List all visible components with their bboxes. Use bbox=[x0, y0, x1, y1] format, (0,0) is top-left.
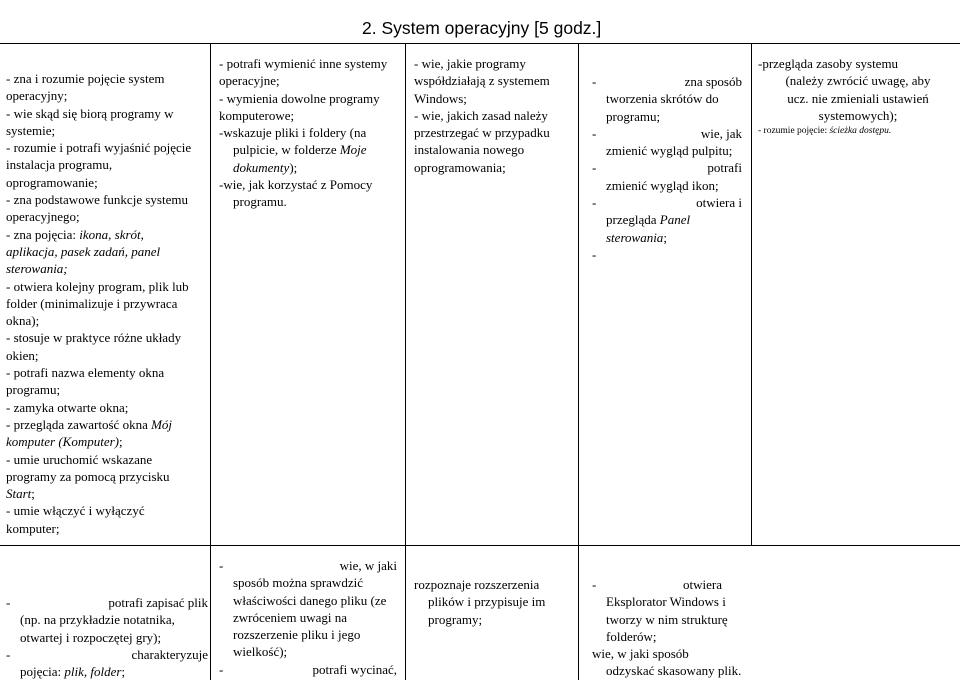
text-line: komputerowe; bbox=[219, 107, 295, 123]
text-segment: - zna pojęcia: bbox=[6, 226, 80, 242]
text-line bbox=[219, 141, 403, 158]
italic-term: ikona, skrót, bbox=[79, 226, 144, 242]
text-line: - zamyka otwarte okna; bbox=[6, 399, 129, 415]
text-line: sposób można sprawdzić bbox=[233, 575, 363, 591]
text-line bbox=[6, 663, 208, 680]
bottom-row-col2-cell bbox=[219, 557, 397, 678]
text-line: zmienić wygląd ikon; bbox=[606, 177, 719, 193]
text-segment: potrafi zapisać plik bbox=[108, 595, 208, 610]
text-segment: ; bbox=[31, 486, 35, 502]
text-segment: ); bbox=[289, 159, 298, 175]
text-line bbox=[592, 194, 742, 211]
text-line bbox=[592, 73, 742, 90]
text-line: - otwiera kolejny program, plik lub bbox=[6, 278, 189, 294]
bullet-dash: - bbox=[592, 195, 597, 211]
text-line bbox=[592, 229, 742, 246]
bottom-row-col1-cell bbox=[6, 594, 208, 680]
italic-term: Panel bbox=[659, 212, 691, 228]
text-line bbox=[6, 433, 208, 450]
text-line bbox=[6, 416, 208, 433]
text-line bbox=[219, 159, 403, 176]
italic-term: ścieżka dostępu. bbox=[829, 126, 892, 137]
text-line bbox=[592, 159, 742, 176]
text-segment: pulpicie, w folderze bbox=[233, 142, 340, 158]
table-top-border bbox=[0, 43, 960, 44]
text-line: - potrafi nazwa elementy okna bbox=[6, 365, 165, 381]
text-line: (np. na przykładzie notatnika, bbox=[20, 612, 175, 628]
text-line bbox=[6, 243, 208, 260]
text-line bbox=[592, 211, 742, 228]
text-line: okien; bbox=[6, 347, 39, 363]
text-segment: - rozumie pojęcie: bbox=[758, 126, 830, 137]
text-line: przestrzegać w przypadku bbox=[414, 125, 550, 141]
bottom-row-col3-cell bbox=[414, 576, 576, 628]
text-line: operacyjne; bbox=[219, 73, 280, 89]
text-line: tworzenia skrótów do bbox=[606, 91, 719, 107]
text-segment: ; bbox=[663, 229, 667, 245]
text-line: instalowania nowego bbox=[414, 142, 525, 158]
text-line: komputer; bbox=[6, 520, 60, 536]
italic-term: sterowania bbox=[606, 229, 664, 245]
text-segment: zna sposób bbox=[684, 74, 742, 89]
bottom-row-divider-2 bbox=[405, 545, 406, 680]
text-line: instalacja programu, bbox=[6, 157, 113, 173]
text-line: Windows; bbox=[414, 90, 467, 106]
text-line: - wie, jakie programy bbox=[414, 56, 526, 71]
top-row-col3-cell bbox=[414, 55, 576, 176]
text-line: rozpoznaje rozszerzenia bbox=[414, 577, 540, 592]
text-line: systemowych); bbox=[818, 107, 898, 123]
text-line: (należy zwrócić uwagę, aby bbox=[785, 73, 931, 89]
text-line bbox=[6, 260, 208, 277]
text-line: - umie uruchomić wskazane bbox=[6, 451, 153, 467]
text-line: folderów; bbox=[606, 628, 657, 644]
bullet-dash: - bbox=[592, 160, 597, 176]
text-segment: przegląda bbox=[606, 212, 660, 228]
italic-term: komputer (Komputer) bbox=[6, 434, 120, 450]
top-row-col1-cell bbox=[6, 70, 208, 537]
text-line: ucz. nie zmieniali ustawień bbox=[787, 90, 929, 106]
text-line: - wymienia dowolne programy bbox=[219, 90, 380, 106]
table-row-separator bbox=[0, 545, 960, 546]
italic-term: Moje bbox=[339, 142, 367, 158]
text-line: programy; bbox=[428, 611, 483, 627]
italic-term: dokumenty bbox=[233, 159, 290, 175]
text-segment: potrafi bbox=[707, 160, 742, 176]
text-line: wielkość); bbox=[233, 644, 288, 660]
text-line: plików i przypisuje im bbox=[428, 594, 546, 610]
text-line bbox=[219, 661, 397, 678]
text-line: programu. bbox=[233, 194, 287, 210]
text-line bbox=[6, 485, 208, 502]
text-segment: pojęcia: bbox=[20, 664, 65, 680]
text-line: - rozumie i potrafi wyjaśnić pojęcie bbox=[6, 140, 192, 156]
text-line: -przegląda zasoby systemu bbox=[758, 56, 899, 71]
top-row-divider-2 bbox=[405, 43, 406, 546]
text-line: wie, w jaki sposób bbox=[592, 646, 689, 662]
bottom-row-divider-3 bbox=[578, 545, 579, 680]
text-line bbox=[6, 594, 208, 611]
bullet-dash: - bbox=[219, 661, 224, 677]
text-line: odzyskać skasowany plik. bbox=[606, 663, 742, 679]
bullet-dash: - bbox=[592, 125, 597, 141]
text-line bbox=[592, 125, 742, 142]
top-row-divider-3 bbox=[578, 43, 579, 546]
text-line: oprogramowania; bbox=[414, 159, 506, 175]
text-segment: ; bbox=[119, 434, 123, 450]
text-segment: ; bbox=[121, 664, 126, 680]
text-line: - zna podstawowe funkcje systemu bbox=[6, 192, 188, 208]
top-row-col2-cell bbox=[219, 55, 403, 211]
text-line bbox=[219, 557, 397, 574]
text-line: programu; bbox=[6, 382, 61, 398]
text-line: - stosuje w praktyce różne układy bbox=[6, 330, 182, 346]
text-line: - bbox=[592, 246, 597, 262]
text-line: współdziałają z systemem bbox=[414, 73, 550, 89]
text-line: - zna i rozumie pojęcie system bbox=[6, 71, 165, 86]
top-row-col4-cell bbox=[592, 73, 742, 263]
text-line bbox=[758, 124, 958, 138]
bullet-dash: - bbox=[6, 595, 11, 610]
bullet-dash: - bbox=[592, 577, 597, 592]
text-line: -wskazuje pliki i foldery (na bbox=[219, 125, 367, 141]
text-line bbox=[592, 576, 722, 593]
italic-term: plik, folder bbox=[64, 664, 122, 680]
text-line: - wie skąd się biorą programy w bbox=[6, 105, 174, 121]
text-line: - umie włączyć i wyłączyć bbox=[6, 503, 145, 519]
bottom-row-col4-cell bbox=[592, 576, 752, 680]
bottom-row-divider-1 bbox=[210, 545, 211, 680]
text-line bbox=[6, 226, 208, 243]
italic-term: Mój bbox=[151, 416, 173, 432]
italic-term: Start bbox=[6, 486, 32, 502]
top-row-col5-cell bbox=[758, 55, 958, 138]
text-segment: wie, w jaki bbox=[339, 558, 397, 573]
text-line: rozszerzenie pliku i jego bbox=[233, 627, 361, 643]
bullet-dash: - bbox=[592, 74, 597, 89]
text-line: programy za pomocą przycisku bbox=[6, 468, 170, 484]
text-line: zmienić wygląd pulpitu; bbox=[606, 143, 733, 159]
text-line: folder (minimalizuje i przywraca bbox=[6, 295, 178, 311]
text-segment: potrafi wycinać, bbox=[312, 661, 397, 677]
italic-term: aplikacja, pasek zadań, panel bbox=[6, 243, 161, 259]
text-line: - potrafi wymienić inne systemy bbox=[219, 56, 388, 71]
bullet-dash: - bbox=[6, 646, 11, 662]
text-line: -wie, jak korzystać z Pomocy bbox=[219, 177, 373, 193]
top-row-divider-1 bbox=[210, 43, 211, 546]
page-title: 2. System operacyjny [5 godz.] bbox=[362, 18, 602, 38]
text-line: operacyjnego; bbox=[6, 209, 80, 225]
text-segment: otwiera bbox=[683, 577, 722, 592]
text-line: operacyjny; bbox=[6, 88, 68, 104]
text-line: otwartej i rozpoczętej gry); bbox=[20, 629, 162, 645]
text-line bbox=[6, 646, 208, 663]
text-line: oprogramowanie; bbox=[6, 174, 98, 190]
text-line: - wie, jakich zasad należy bbox=[414, 107, 548, 123]
top-row-divider-4 bbox=[751, 43, 752, 546]
text-line: programu; bbox=[606, 108, 661, 124]
text-line: systemie; bbox=[6, 122, 56, 138]
text-segment: wie, jak bbox=[700, 125, 742, 141]
bullet-dash: - bbox=[219, 558, 224, 573]
text-line: Eksplorator Windows i bbox=[606, 594, 726, 610]
text-segment: charakteryzuje bbox=[131, 646, 208, 662]
text-line: zwróceniem uwagi na bbox=[233, 609, 348, 625]
italic-term: sterowania; bbox=[6, 261, 68, 277]
text-line: tworzy w nim strukturę bbox=[606, 611, 728, 627]
text-segment: - przegląda zawartość okna bbox=[6, 416, 152, 432]
text-line: okna); bbox=[6, 313, 40, 329]
text-segment: otwiera i bbox=[696, 195, 742, 211]
text-line: właściwości danego pliku (ze bbox=[233, 592, 387, 608]
